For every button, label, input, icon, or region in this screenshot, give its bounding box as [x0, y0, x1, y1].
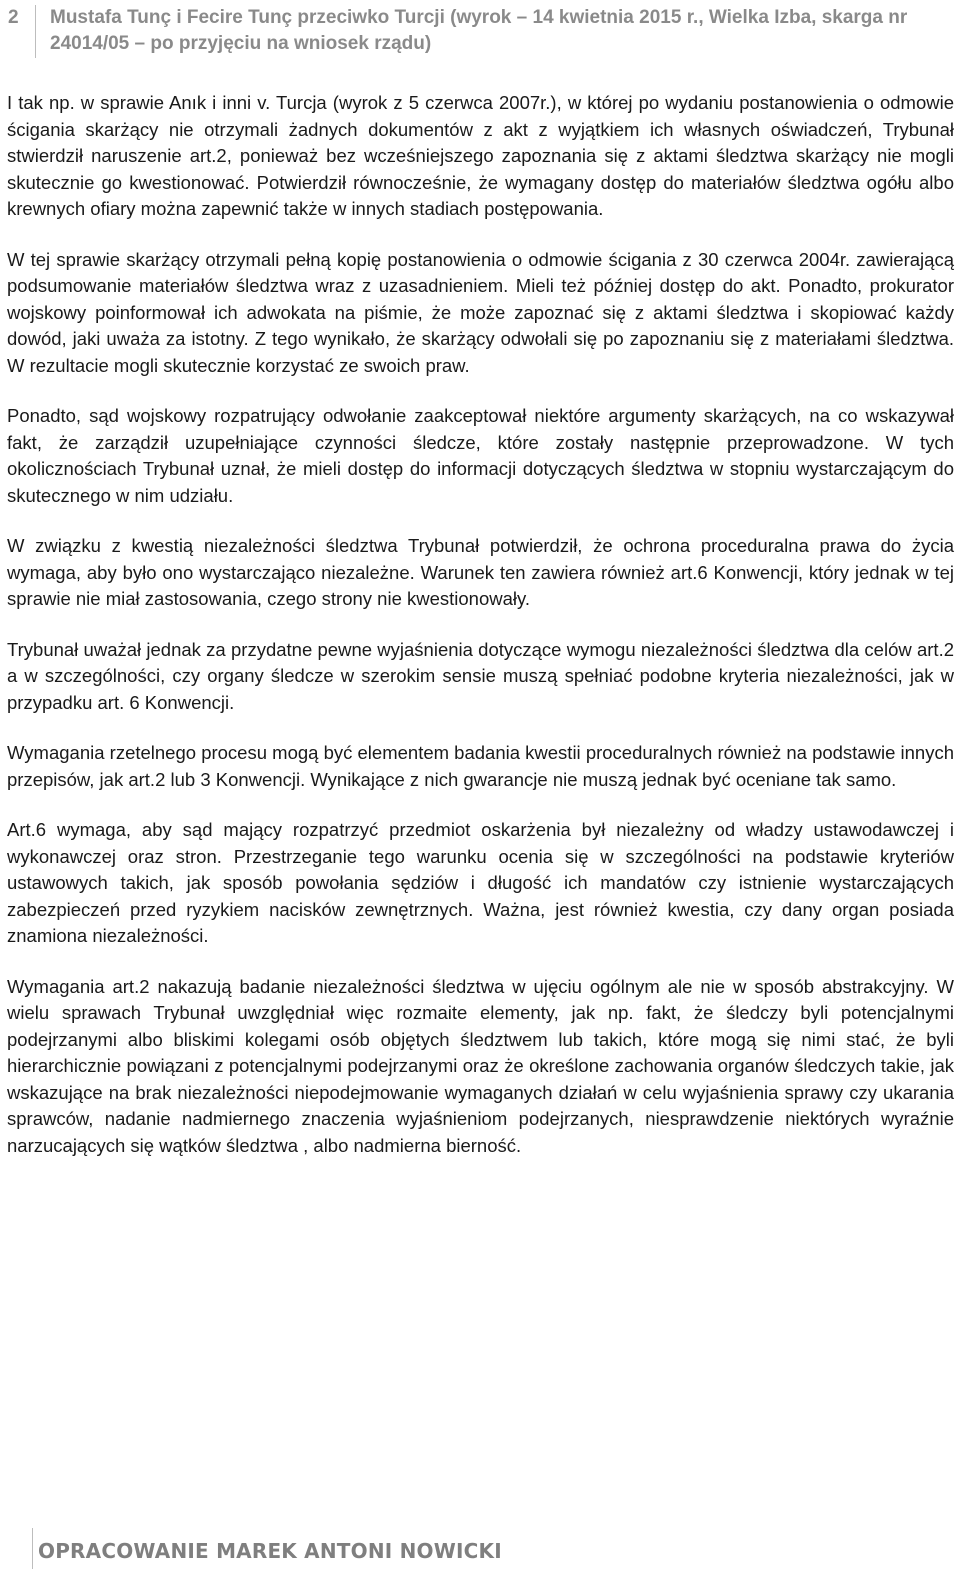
- paragraph-clarifications: Trybunał uważał jednak za przydatne pewne wyjaśnienia dotyczące wymogu niezależności śledztwa dla celów art.2 a w szczególności, czy organy śledcze w szerokim sensie muszą spełniać podobne kryteria niezależności, jak w przypadku art. 6 Konwencji.: [7, 638, 954, 713]
- paragraph-independence: W związku z kwestią niezależności śledztwa Trybunał potwierdził, że ochrona proceduralna prawa do życia wymaga, aby było ono wystarczająco niezależne. Warunek ten zawiera również art.6 Konwencji, który jednak w tej sprawie nie miał zastosowania, czego strony nie kwestionowały.: [7, 535, 954, 609]
- footer-divider: [32, 1528, 33, 1569]
- paragraph-military-court: Ponadto, sąd wojskowy rozpatrujący odwołanie zaakceptował niektóre argumenty skarżących, na co wskazywał fakt, że zarządził uzupełniające czynności śledcze, które zostały następnie przeprowadzone. W tych okolicznościach Trybunał uznał, że mieli dostęp do informacji dotyczących śledztwa w stopniu wystarczającym do skutecznego w nim udziału.: [7, 405, 954, 506]
- footer-author: OPRACOWANIE MAREK ANTONI NOWICKI: [38, 1539, 502, 1563]
- page-number: 2: [8, 7, 19, 28]
- page-header: [0, 0, 960, 60]
- paragraph-article-2-requirements: Wymagania art.2 nakazują badanie niezależności śledztwa w ujęciu ogólnym ale nie w sposób abstrakcyjny. W wielu sprawach Trybunał uwzględniał więc rozmaite elementy, jak np. fakt, że śledczy byli potencjalnymi podejrzanymi albo bliskimi kolegami osób objętych śledztwem lub takich, które mogą się nimi stać, że byli hierarchicznie powiązani z potencjalnymi podejrzanymi oraz że określone zachowania organów śledczych takie, jak wskazujące na brak niezależności niepodejmowanie wymaganych działań w celu wyjaśnienia sprawy czy ukarania sprawców, nadanie nadmiernego znaczenia wyjaśnieniom podejrzanych, niesprawdzenie niektórych wyraźnie narzucających się wątków śledztwa , albo nadmierna bierność.: [7, 975, 954, 1156]
- header-divider: [35, 5, 36, 58]
- document-body: [7, 90, 954, 1183]
- page-footer: [0, 1528, 960, 1569]
- paragraph-article-6: Art.6 wymaga, aby sąd mający rozpatrzyć przedmiot oskarżenia był niezależny od władzy ustawodawczej i wykonawczej oraz stron. Przestrzeganie tego warunku ocenia się w szczególności na podstawie kryteriów ustawowych takich, jak sposób powołania sędziów i długość ich mandatów czy istnienie wystarczających zabezpieczeń przed ryzykiem nacisków zewnętrznych. Ważna, jest również kwestia, czy dany organ posiada znamiona niezależności.: [7, 819, 954, 946]
- running-title: Mustafa Tunç i Fecire Tunç przeciwko Turcji (wyrok – 14 kwietnia 2015 r., Wielka Izba, skarga nr 24014/05 – po przyjęciu na wniosek rządu): [50, 7, 908, 54]
- paragraph-anik-case: I tak np. w sprawie Anık i inni v. Turcja (wyrok z 5 czerwca 2007r.), w której po wydaniu postanowienia o odmowie ścigania skarżący nie otrzymali żadnych dokumentów z akt z wyjątkiem ich własnych oświadczeń, Trybunał stwierdził naruszenie art.2, ponieważ bez wcześniejszego zapoznania się z aktami śledztwa skarżący nie mogli skutecznie go kwestionować. Potwierdził równocześnie, że wymagany dostęp do materiałów śledztwa ogółu albo krewnych ofiary można zapewnić także w innych stadiach postępowania.: [7, 92, 954, 219]
- paragraph-full-copy: W tej sprawie skarżący otrzymali pełną kopię postanowienia o odmowie ścigania z 30 czerwca 2004r. zawierającą podsumowanie materiałów śledztwa wraz z uzasadnieniem. Mieli też później dostęp do akt. Ponadto, prokurator wojskowy poinformował ich adwokata na piśmie, że może zapoznać się z aktami śledztwa i skopiować każdy dowód, jaki uważa za istotny. Z tego wynikało, że skarżący odwołali się po zapoznaniu się z materiałami śledztwa. W rezultacie mogli skutecznie korzystać ze swoich praw.: [7, 248, 954, 376]
- paragraph-fair-trial: Wymagania rzetelnego procesu mogą być elementem badania kwestii proceduralnych również na podstawie innych przepisów, jak art.2 lub 3 Konwencji. Wynikające z nich gwarancje nie muszą jednak być oceniane tak samo.: [7, 742, 954, 790]
